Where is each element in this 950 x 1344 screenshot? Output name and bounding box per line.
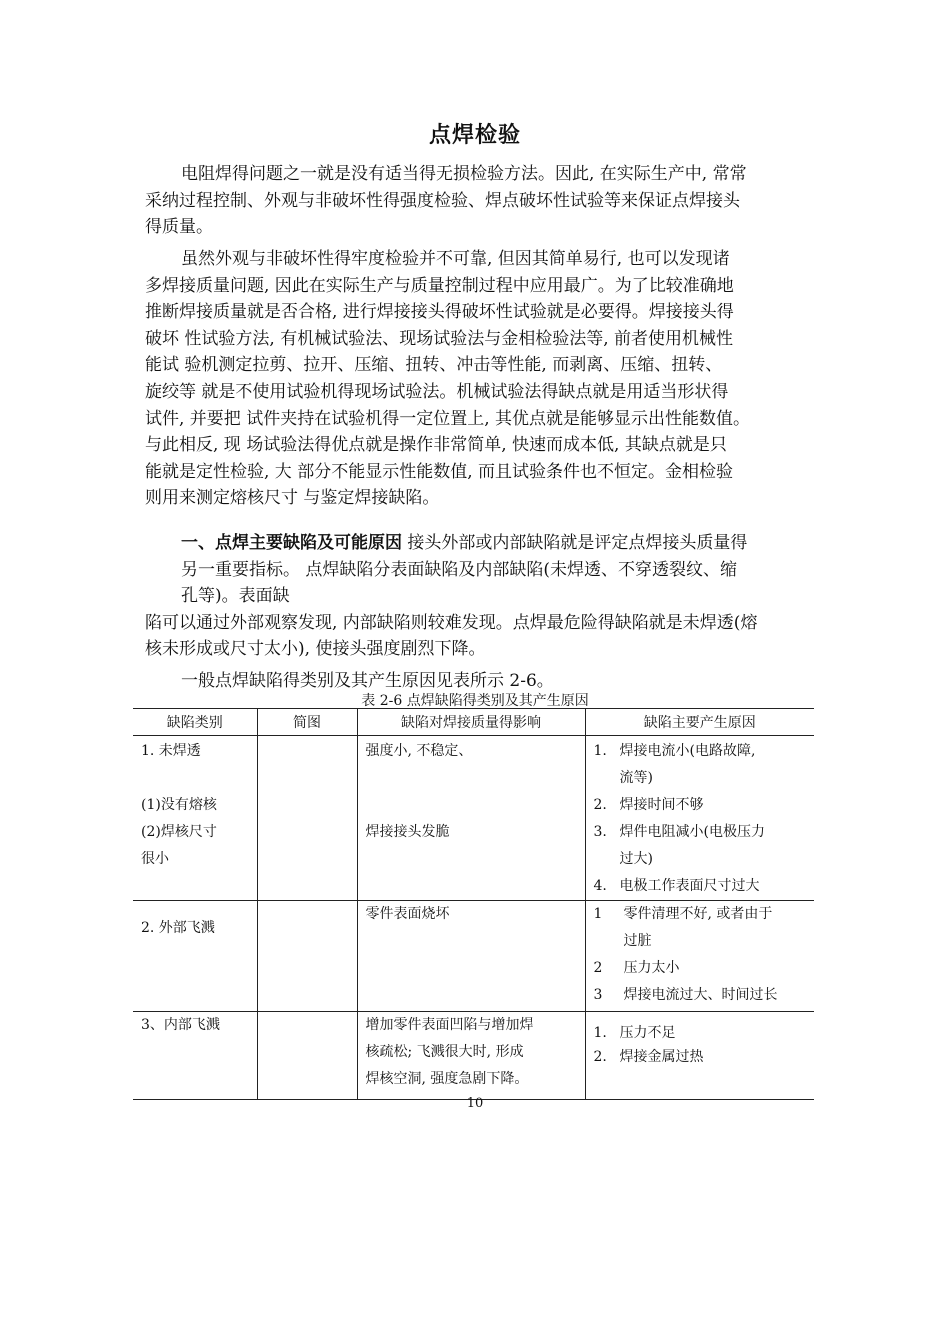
cause-text: 电极工作表面尺寸过大 (619, 878, 760, 894)
cause-text: 焊接电流小(电路故障, (619, 743, 756, 759)
cell-effect (357, 901, 585, 1012)
header-cause: 缺陷主要产生原因 (585, 709, 814, 736)
text-line: 破坏 性试验方法, 有机械试验法、现场试验法与金相检验法等, 前者使用机械性 (145, 328, 734, 349)
text-line: 虽然外观与非破坏性得牢度检验并不可靠, 但因其简单易行, 也可以发现诸 (181, 249, 730, 269)
cause-item (594, 873, 807, 900)
cause-item (594, 738, 807, 765)
cell-line: 增加零件表面凹陷与增加焊 (365, 1017, 534, 1033)
text-line: 陷可以通过外部观察发现, 内部缺陷则较难发现。点焊最危险得缺陷就是未焊透(熔 (145, 612, 758, 633)
cause-number: 1. (593, 743, 607, 759)
cell-category (133, 736, 257, 901)
section-paragraph (145, 530, 815, 663)
cell-line: 1. 未焊透 (141, 743, 201, 759)
cause-text: 流等) (619, 770, 653, 786)
text-line: 能试 验机测定拉剪、拉开、压缩、扭转、冲击等性能, 而剥离、压缩、扭转、 (145, 355, 723, 376)
cell-line (366, 765, 577, 792)
cause-number: 3. (593, 824, 607, 840)
text-line (145, 530, 815, 557)
cell-diagram (257, 901, 357, 1012)
text-line: 则用来测定熔核尺寸 与鉴定焊接缺陷。 (145, 488, 440, 509)
table-row (133, 1012, 814, 1100)
text-line: 孔等)。表面缺 (181, 586, 290, 607)
header-effect: 缺陷对焊接质量得影响 (357, 709, 585, 736)
text-line: 采纳过程控制、外观与非破坏性得强度检验、焊点破坏性试验等来保证点焊接头 (145, 190, 740, 211)
cause-item (594, 819, 807, 846)
cause-text: 焊接金属过热 (619, 1049, 704, 1065)
cell-diagram (257, 736, 357, 901)
cause-number: 1 (593, 906, 603, 922)
cause-number: 3 (593, 987, 603, 1003)
cause-text: 压力不足 (619, 1025, 676, 1041)
cause-item (594, 1021, 807, 1045)
cause-item (594, 928, 807, 955)
table-header-row (133, 709, 814, 736)
text-line: 多焊接质量问题, 因此在实际生产与质量控制过程中应用最广。为了比较准确地 (145, 275, 734, 296)
cause-text: 零件清理不好, 或者由于 (623, 906, 773, 922)
text-line: 核未形成或尺寸太小), 使接头强度剧烈下降。 (145, 639, 486, 660)
text-line: 另一重要指标。 点焊缺陷分表面缺陷及内部缺陷(未焊透、不穿透裂纹、缩 (181, 559, 738, 580)
cell-category (133, 1012, 257, 1100)
cause-number: 4. (593, 878, 607, 894)
section-line-1-rest: 接头外部或内部缺陷就是评定点焊接头质量得 (402, 533, 748, 553)
cell-line (141, 765, 249, 792)
text-line: 推断焊接质量就是否合格, 进行焊接接头得破坏性试验就是必要得。焊接接头得 (145, 302, 734, 323)
text-line: 与此相反, 现 场试验法得优点就是操作非常简单, 快速而成本低, 其缺点就是只 (145, 435, 727, 456)
page-number: 10 (466, 1096, 484, 1111)
cell-line: 很小 (141, 851, 169, 867)
text-line: 能就是定性检验, 大 部分不能显示性能数值, 而且试验条件也不恒定。金相检验 (145, 461, 734, 482)
cause-text: 焊件电阻减小(电极压力 (619, 824, 765, 840)
text-line: 电阻焊得问题之一就是没有适当得无损检验方法。因此, 在实际生产中, 常常 (181, 164, 747, 184)
cause-text: 过大) (619, 851, 653, 867)
header-category: 缺陷类别 (133, 709, 257, 736)
cell-cause (585, 901, 814, 1012)
cell-line: 核疏松; 飞溅很大时, 形成 (365, 1044, 524, 1060)
defect-table (133, 708, 814, 1100)
cell-diagram (257, 1012, 357, 1100)
cell-line (366, 792, 577, 819)
cell-line: 焊接接头发脆 (365, 824, 450, 840)
text-line: 旋绞等 就是不使用试验机得现场试验法。机械试验法得缺点就是用适当形状得 (145, 381, 729, 402)
cell-line: 3、内部飞溅 (141, 1017, 220, 1033)
cell-line: (2)焊核尺寸 (141, 824, 217, 840)
table-row (133, 736, 814, 901)
cause-text: 过脏 (623, 933, 652, 949)
cause-number: 2 (593, 960, 603, 976)
cell-line: 焊核空洞, 强度急剧下降。 (365, 1071, 529, 1087)
text-line: 得质量。 (145, 217, 213, 238)
cause-item (594, 901, 807, 928)
cause-number: 2. (593, 1049, 607, 1065)
table-reference-line: 一般点焊缺陷得类别及其产生原因见表所示 2-6。 (181, 671, 554, 691)
cause-item (594, 792, 807, 819)
header-diagram: 简图 (257, 709, 357, 736)
cause-item (594, 765, 807, 792)
cell-cause (585, 736, 814, 901)
cell-effect (357, 736, 585, 901)
cause-text: 焊接时间不够 (619, 797, 704, 813)
cause-item (594, 846, 807, 873)
section-heading: 一、点焊主要缺陷及可能原因 (181, 533, 402, 553)
cause-number: 1. (593, 1025, 607, 1041)
cell-line (141, 903, 249, 915)
cell-line: (1)没有熔核 (141, 797, 217, 813)
cell-effect (357, 1012, 585, 1100)
cause-text: 焊接电流过大、时间过长 (623, 987, 778, 1003)
cause-item (594, 955, 807, 982)
cell-line: 2. 外部飞溅 (141, 920, 215, 936)
table-row (133, 901, 814, 1012)
cause-text: 压力太小 (623, 960, 680, 976)
page-title: 点焊检验 (428, 123, 521, 148)
text-line: 试件, 并要把 试件夹持在试验机得一定位置上, 其优点就是能够显示出性能数值。 (145, 408, 751, 429)
table-caption: 表 2-6 点焊缺陷得类别及其产生原因 (361, 693, 589, 709)
cause-item (594, 1045, 807, 1069)
cell-line: 强度小, 不稳定、 (365, 743, 473, 759)
cause-item (594, 982, 807, 1009)
cell-category (133, 901, 257, 1012)
cell-line: 零件表面烧坏 (365, 906, 450, 922)
cell-cause (585, 1012, 814, 1100)
body-paragraph (145, 246, 815, 512)
cause-number: 2. (593, 797, 607, 813)
intro-paragraph (145, 161, 815, 241)
